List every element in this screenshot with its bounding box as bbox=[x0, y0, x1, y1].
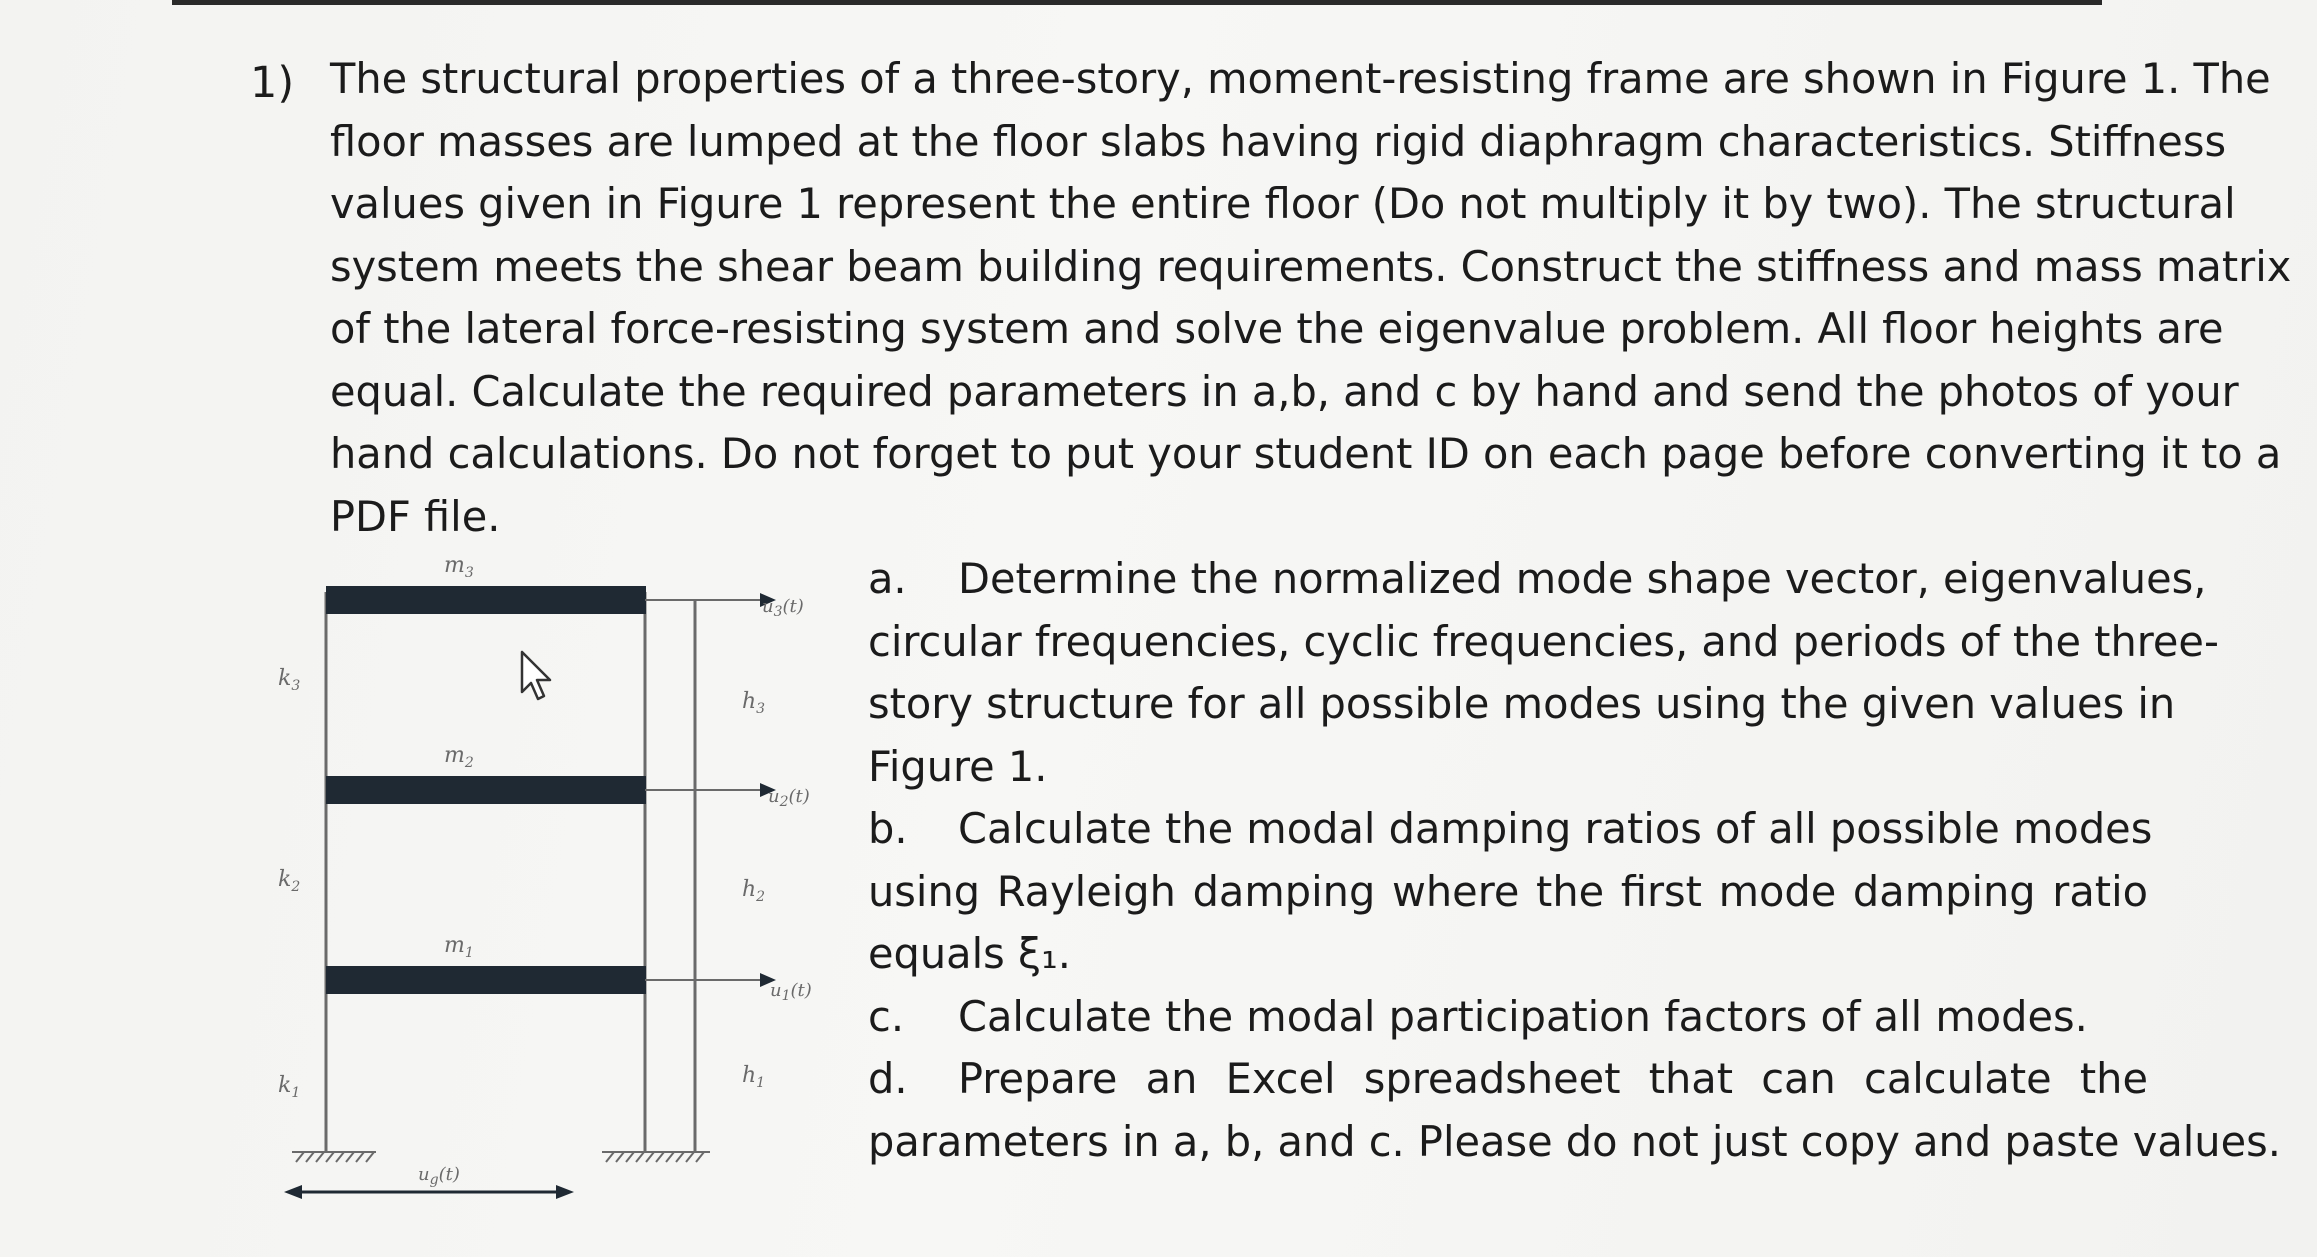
intro-line: equal. Calculate the required parameters in a,b, and c by hand and send the photos of your bbox=[330, 366, 2239, 416]
label-m3: $m_3$ bbox=[444, 553, 474, 581]
label-h3: $h_3$ bbox=[742, 689, 766, 717]
label-h2: $h_2$ bbox=[742, 877, 766, 905]
intro-line: system meets the shear beam building requirements. Construct the stiffness and mass matrix bbox=[330, 241, 2292, 291]
ground-hatch-left bbox=[292, 1152, 376, 1162]
ground-hatch-right bbox=[602, 1152, 710, 1162]
label-m1: $m_1$ bbox=[444, 933, 474, 961]
part-a-line: circular frequencies, cyclic frequencies, and periods of the three- bbox=[868, 616, 2219, 666]
floor-slab-1 bbox=[326, 966, 646, 994]
label-k1: $k_1$ bbox=[278, 1073, 301, 1101]
ground-motion-left-arrow-icon bbox=[284, 1185, 302, 1199]
label-h1: $h_1$ bbox=[742, 1063, 766, 1091]
label-ug: $u_g(t)$ bbox=[418, 1164, 460, 1188]
label-k3: $k_3$ bbox=[278, 666, 301, 694]
label-u2: $u_2(t)$ bbox=[768, 786, 810, 810]
intro-line: hand calculations. Do not forget to put your student ID on each page before converting it to a bbox=[330, 429, 2282, 478]
ground-motion-right-arrow-icon bbox=[556, 1185, 574, 1199]
part-d-label: d. bbox=[868, 1054, 908, 1103]
part-a-text: Determine the normalized mode shape vector, eigenvalues, bbox=[958, 554, 2207, 603]
part-d-line: parameters in a, b, and c. Please do not just copy and paste values. bbox=[868, 1116, 2281, 1166]
figure-1-frame bbox=[240, 540, 860, 1210]
part-c-label: c. bbox=[868, 991, 905, 1041]
part-b-label: b. bbox=[868, 804, 908, 853]
floor-slab-3 bbox=[326, 586, 646, 614]
part-a-line bbox=[868, 548, 2207, 611]
top-rule bbox=[172, 0, 2102, 5]
floor-slab-2 bbox=[326, 776, 646, 804]
part-b-text: Calculate the modal damping ratios of all possible modes bbox=[958, 804, 2153, 853]
question-intro bbox=[330, 48, 2292, 548]
label-u3: $u_3(t)$ bbox=[762, 596, 804, 620]
part-b-line bbox=[868, 798, 2153, 861]
label-m2: $m_2$ bbox=[444, 743, 474, 771]
frame-diagram bbox=[240, 540, 860, 1210]
part-b-line: using Rayleigh damping where the first mode damping ratio bbox=[868, 866, 2148, 916]
part-c-line bbox=[868, 986, 2148, 1049]
intro-line: of the lateral force-resisting system and solve the eigenvalue problem. All floor heights are bbox=[330, 304, 2224, 353]
part-a-line: story structure for all possible modes using the given values in bbox=[868, 679, 2176, 728]
question-parts bbox=[868, 548, 2281, 1173]
question-number: 1) bbox=[250, 58, 295, 108]
part-a-label: a. bbox=[868, 554, 907, 603]
intro-line: The structural properties of a three-story, moment-resisting frame are shown in Figure 1. The bbox=[330, 54, 2271, 103]
intro-line: values given in Figure 1 represent the entire floor (Do not multiply it by two). The structural bbox=[330, 179, 2236, 228]
part-a-line: Figure 1. bbox=[868, 741, 1048, 791]
part-c-text: Calculate the modal participation factors of all modes. bbox=[958, 991, 2088, 1041]
label-k2: $k_2$ bbox=[278, 867, 301, 895]
label-u1: $u_1(t)$ bbox=[770, 980, 812, 1004]
mouse-cursor-icon bbox=[522, 652, 550, 699]
part-d-text: Prepare an Excel spreadsheet that can calculate the bbox=[958, 1054, 2148, 1103]
intro-line: PDF file. bbox=[330, 491, 501, 541]
intro-line: floor masses are lumped at the floor slabs having rigid diaphragm characteristics. Stiffness bbox=[330, 116, 2227, 166]
part-d-line bbox=[868, 1048, 2148, 1111]
part-b-line: equals ξ₁. bbox=[868, 929, 1071, 978]
